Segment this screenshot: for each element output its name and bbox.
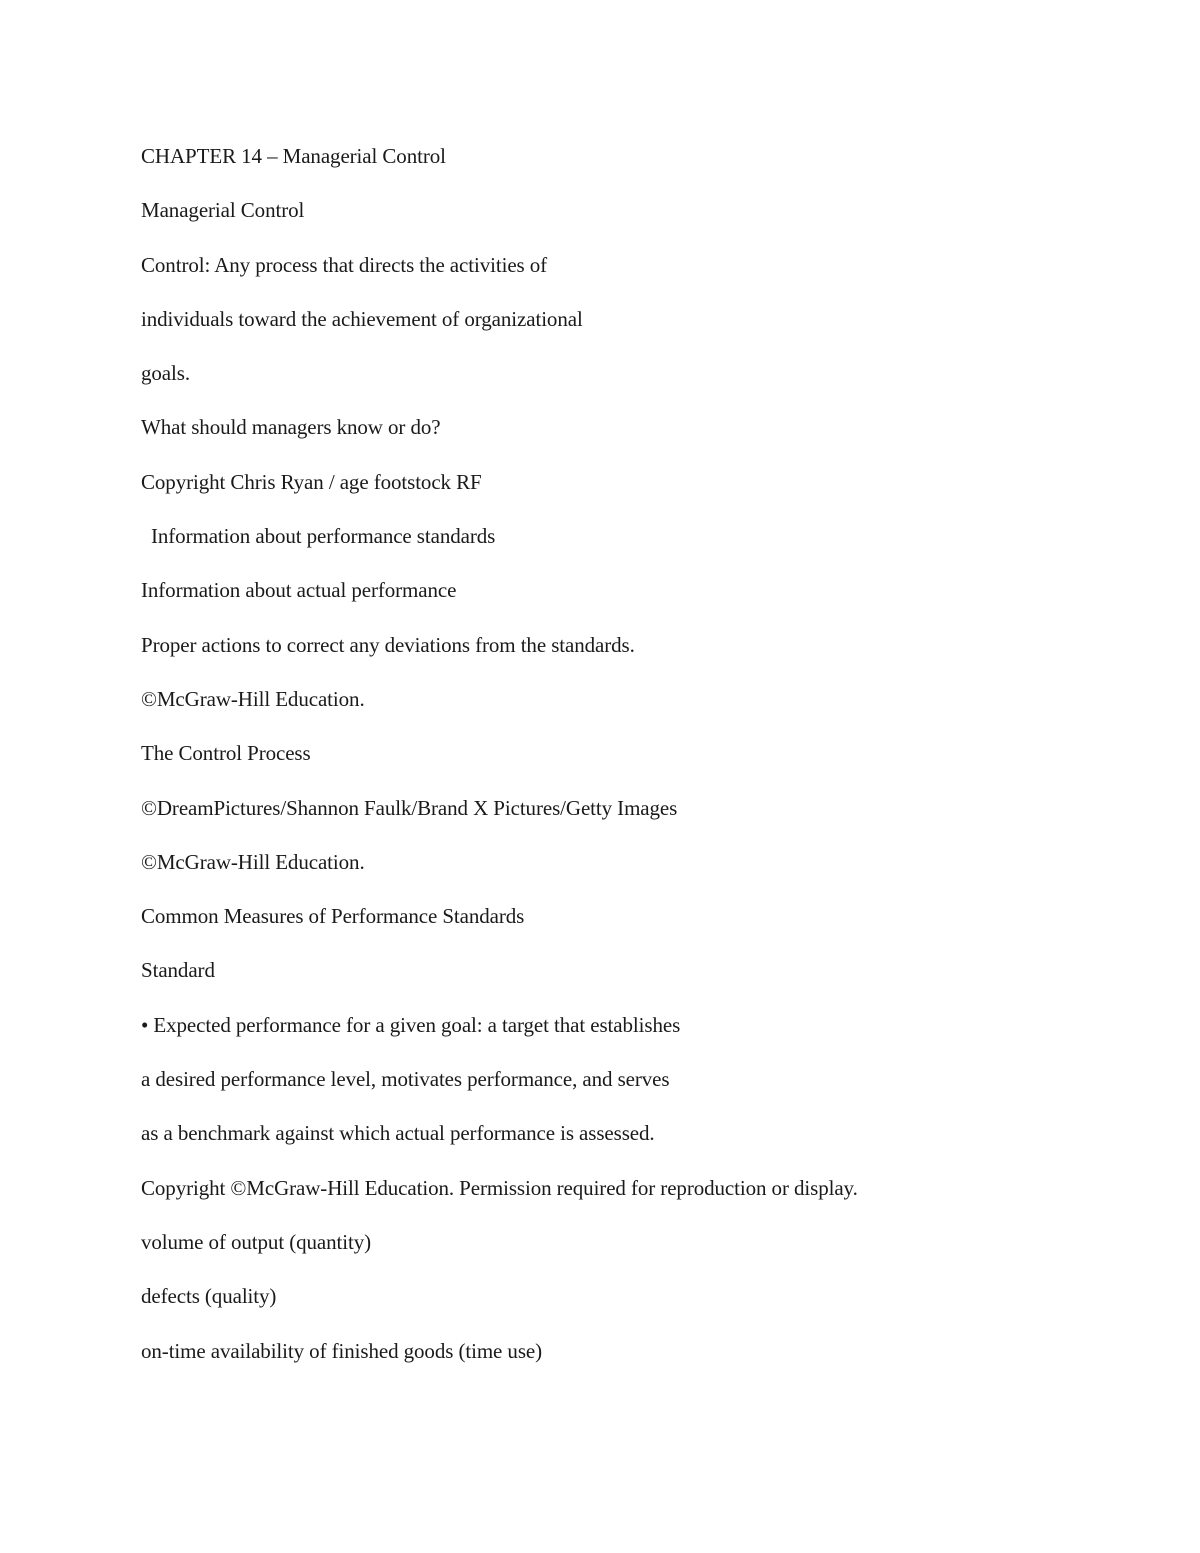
definition-line: goals. [141, 361, 190, 386]
bullet-definition-line: • Expected performance for a given goal: a target that establishes [141, 1012, 681, 1037]
definition-line: Control: Any process that directs the activities of [141, 252, 548, 277]
section-heading-managerial-control: Managerial Control [141, 198, 305, 223]
image-credit: Copyright Chris Ryan / age footstock RF [141, 469, 482, 494]
document-body [141, 139, 1101, 1388]
copyright-notice: ©McGraw-Hill Education. [141, 686, 365, 711]
section-heading-control-process: The Control Process [141, 741, 311, 766]
list-item: Information about performance standards [151, 524, 496, 549]
question-line: What should managers know or do? [141, 415, 441, 440]
measure-item: volume of output (quantity) [141, 1229, 372, 1254]
copyright-notice: ©McGraw-Hill Education. [141, 849, 365, 874]
list-item: Information about actual performance [141, 578, 457, 603]
measure-item: defects (quality) [141, 1284, 277, 1309]
copyright-notice: Copyright ©McGraw-Hill Education. Permission required for reproduction or display. [141, 1175, 858, 1200]
definition-line: individuals toward the achievement of organizational [141, 306, 583, 331]
measure-item: on-time availability of finished goods (time use) [141, 1338, 543, 1363]
section-heading-common-measures: Common Measures of Performance Standards [141, 904, 525, 929]
bullet-definition-line: a desired performance level, motivates performance, and serves [141, 1067, 670, 1092]
chapter-title: CHAPTER 14 – Managerial Control [141, 144, 446, 168]
image-credit: ©DreamPictures/Shannon Faulk/Brand X Pictures/Getty Images [141, 795, 678, 820]
list-item: Proper actions to correct any deviations from the standards. [141, 632, 635, 657]
term-heading-standard: Standard [141, 958, 215, 983]
bullet-definition-line: as a benchmark against which actual performance is assessed. [141, 1121, 655, 1146]
